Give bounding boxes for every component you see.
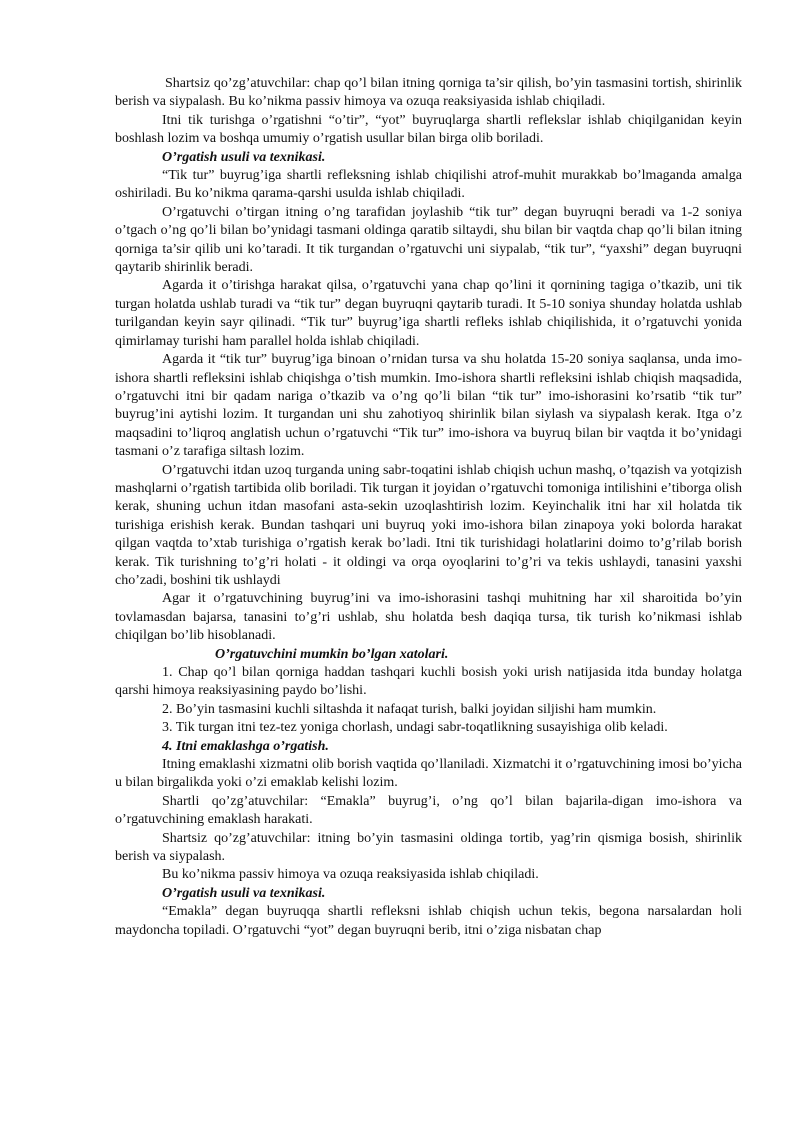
- paragraph: O’rgatuvchi o’tirgan itning o’ng tarafidan joylashib “tik tur” degan buyruqni beradi va 1-2 soniya o’tgach o’ng qo’li bilan bo’ynidagi tasmani oldinga qaratib siltaydi, shu bilan bir vaqtda chap qo’li bilan itning qorniga ta’sir qilib uni ko’taradi. It tik turgandan o’rgatuvchi uni siypalab, “tik tur”, “yaxshi” degan buyruqni qaytarib shirinlik beradi.: [115, 204, 742, 276]
- paragraph: Itni tik turishga o’rgatishni “o’tir”, “yot” buyruqlarga shartli reflekslar ishlab chiqilganidan keyin boshlash lozim va boshqa umumiy o’rgatish usullar bilan birga olib boriladi.: [115, 112, 742, 147]
- document-body: [115, 75, 742, 940]
- paragraph: Agar it o’rgatuvchining buyrug’ini va imo-ishorasini tashqi muhitning har xil sharoitida bo’yin tovlamasdan bajarsa, tanasini to’g’ri ushlab, shu holatda besh daqiqa tursa, tik turish ko’nikmasi ishlab chiqilgan bo’lib hisoblanadi.: [115, 591, 742, 644]
- paragraph: “Emakla” degan buyruqqa shartli refleksni ishlab chiqish uchun tekis, begona narsalardan holi maydoncha topiladi. O’rgatuvchi “yot” degan buyruqni berib, itni o’ziga nisbatan chap: [115, 904, 742, 938]
- paragraph: Agarda it “tik tur” buyrug’iga binoan o’rnidan tursa va shu holatda 15-20 soniya saqlansa, unda imo-ishora shartli refleksini ishlab chiqishga o’tish mumkin. Imo-ishora shartli refleksini ishlab chiqish maqsadida, o’rgatuvchi itni bir qadam nariga o’tkazib va o’ng qo’li bilan “tik tur” imo-ishorasini ko’rsatib “tik tur” buyrug’ini aytishi lozim. It turgandan uni shu zahotiyoq shirinlik bilan siylash va siypalash kerak. Itga o’z maqsadini to’liqroq anglatish uchun o’rgatuvchi “Tik tur” imo-ishora va buyruq bilan bir vaqtda it bo’ynidagi tasmani o’z tarafiga siltash lozim.: [115, 352, 742, 460]
- section-heading: 4. Itni emaklashga o’rgatish.: [162, 738, 329, 754]
- paragraph: Shartsiz qo’zg’atuvchilar: chap qo’l bilan itning qorniga ta’sir qilish, bo’yin tasmasini tortish, shirinlik berish va siypalash. Bu ko’nikma passiv himoya va ozuqa reaksiyasida ishlab chiqiladi.: [115, 76, 742, 110]
- paragraph: Bu ko’nikma passiv himoya va ozuqa reaksiyasida ishlab chiqiladi.: [162, 867, 539, 883]
- paragraph: Shartsiz qo’zg’atuvchilar: itning bo’yin tasmasini oldinga tortib, yag’rin qismiga bosish, shirinlik berish va siypalash.: [115, 830, 742, 865]
- paragraph: 2. Bo’yin tasmasini kuchli siltashda it nafaqat turish, balki joyidan siljishi ham mumkin.: [162, 701, 657, 717]
- paragraph: Itning emaklashi xizmatni olib borish vaqtida qo’llaniladi. Xizmatchi it o’rgatuvchining imosi bo’yicha u bilan birgalikda yoki o’zi emaklab kelishi lozim.: [115, 757, 742, 791]
- section-heading: O’rgatish usuli va texnikasi.: [162, 149, 326, 165]
- paragraph: O’rgatuvchi itdan uzoq turganda uning sabr-toqatini ishlab chiqish uchun mashq, o’tqazish va yotqizish mashqlarni o’rgatish tartibida olib boriladi. Tik turgan it joyidan o’rgatuvchi tomoniga intilishini e’tiborga olish kerak, shuning uchun itdan masofani asta-sekin uzoqlashtirish lozim. Keyinchalik itni har xil holatda tik turishiga erishish kerak. Bundan tashqari uni buyruq yoki imo-ishora bilan zinapoya yoki bolorda harakat qilgan vaqtda to’xtab turishiga o’rgatish kerak bo’ladi. Itni tik turishidagi holatlarini doimo to’g’rilab borish kerak. Tik turishning to’g’ri holati - it oldingi va orqa oyoqlarini to’g’ri va tekis ushlaydi, tanasini yaxshi cho’zadi, boshini tik ushlaydi: [115, 462, 742, 588]
- section-heading: O’rgatuvchini mumkin bo’lgan xatolari.: [215, 646, 449, 662]
- paragraph: 1. Chap qo’l bilan qorniga haddan tashqari kuchli bosish yoki urish natijasida itda bunday holatga qarshi himoya reaksiyasining paydo bo’lishi.: [115, 665, 742, 699]
- paragraph: “Tik tur” buyrug’iga shartli refleksning ishlab chiqilishi atrof-muhit murakkab bo’lmaganda amalga oshiriladi. Bu ko’nikma qarama-qarshi usulda ishlab chiqiladi.: [115, 168, 742, 202]
- paragraph: 3. Tik turgan itni tez-tez yoniga chorlash, undagi sabr-toqatlikning susayishiga olib keladi.: [162, 720, 668, 736]
- section-heading: O’rgatish usuli va texnikasi.: [162, 885, 326, 901]
- paragraph: Shartli qo’zg’atuvchilar: “Emakla” buyrug’i, o’ng qo’l bilan bajarila-digan imo-ishora va o’rgatuvchining emaklash harakati.: [115, 793, 742, 828]
- paragraph: Agarda it o’tirishga harakat qilsa, o’rgatuvchi yana chap qo’lini it qornining tagiga o’tkazib, uni tik turgan holatda ushlab turadi va “tik tur” degan buyruqni qaytarib turadi. It 5-10 soniya shunday holatda ushlab turilgandan keyin sayr qilinadi. “Tik tur” buyrug’iga shartli refleks ishlab chiqilishida, it o’rgatuvchi yonida qimirlamay turishi ham parallel holda ishlab chiqiladi.: [115, 278, 742, 349]
